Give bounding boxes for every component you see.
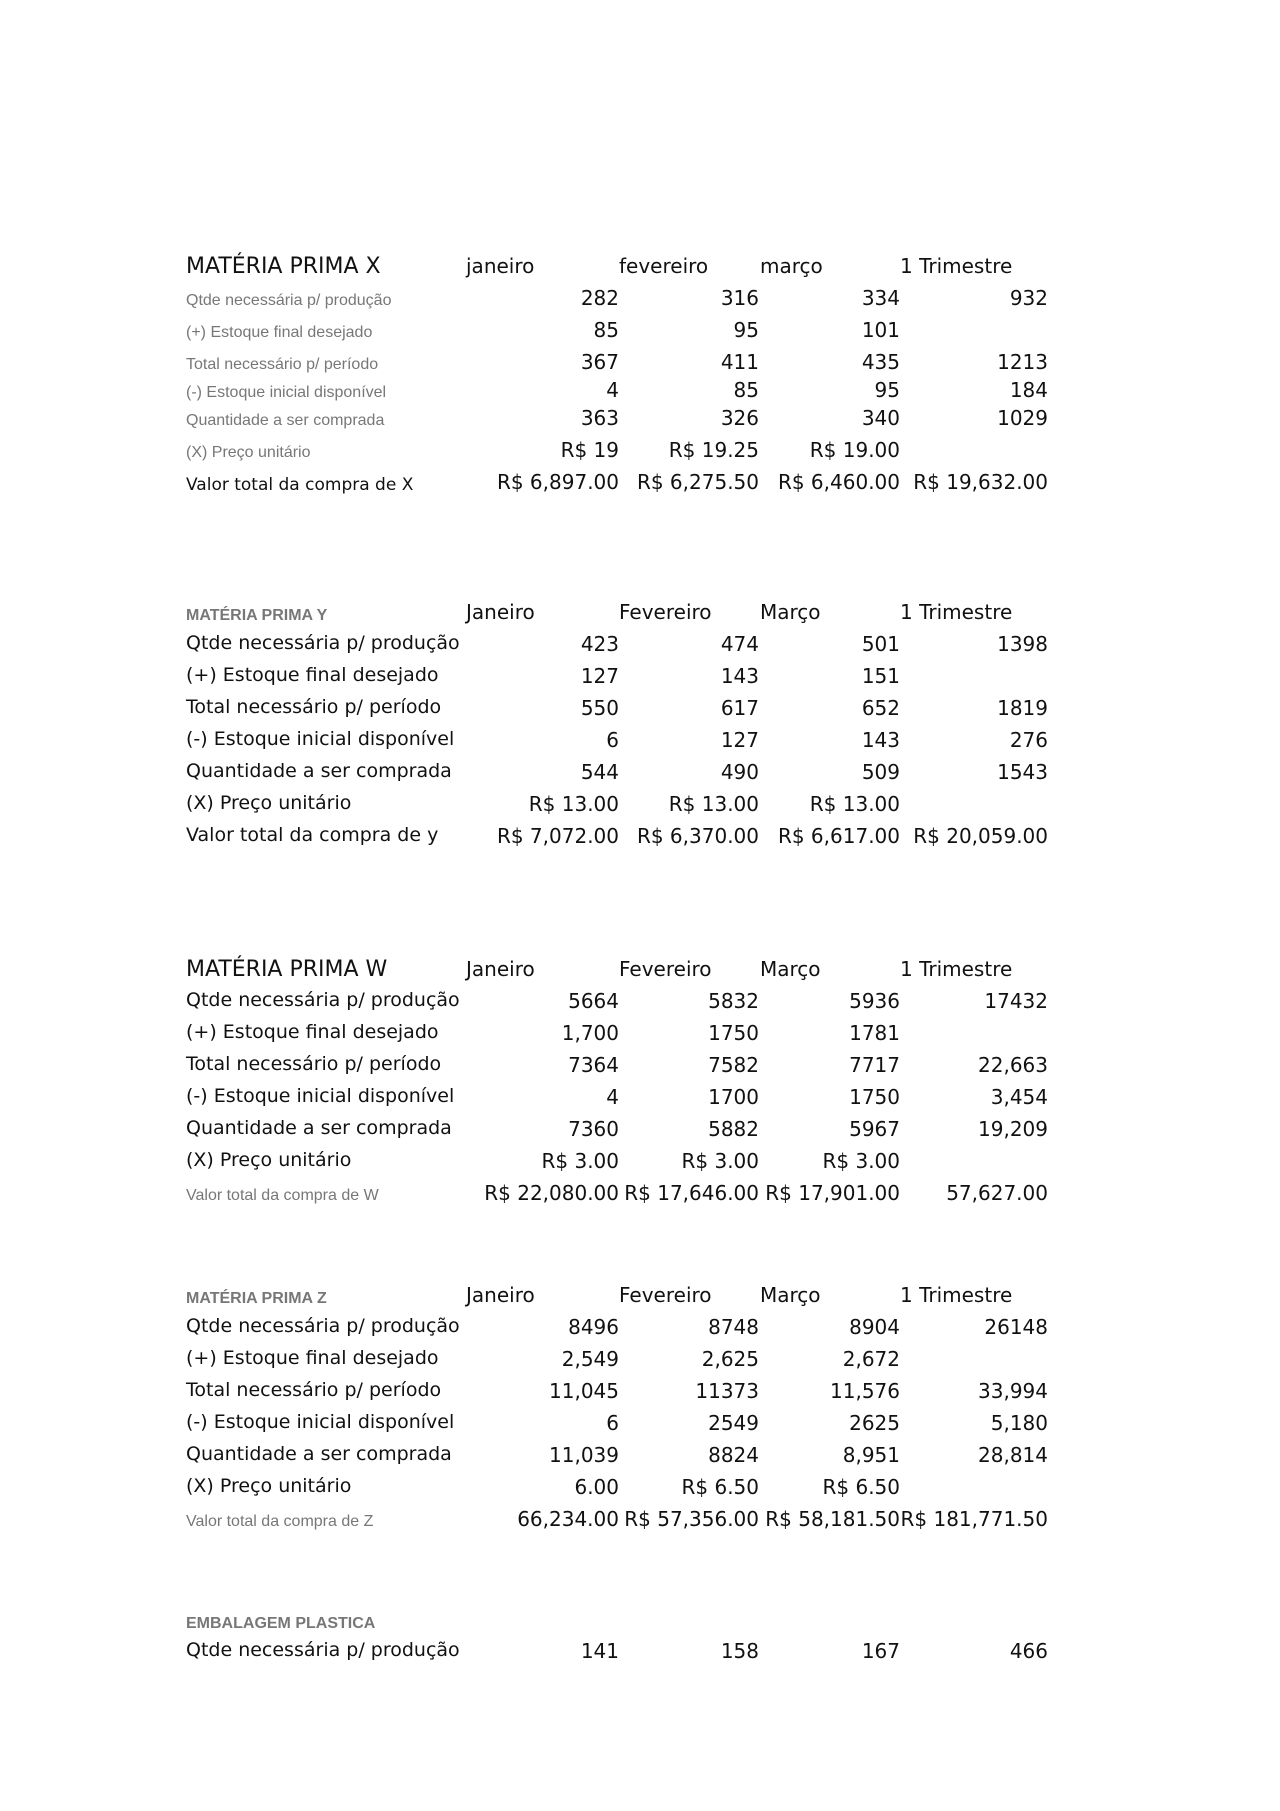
cell-marco: 8,951 [842, 1443, 900, 1467]
row-label: (-) Estoque inicial disponível [186, 1085, 455, 1107]
cell-fevereiro: 7582 [708, 1053, 759, 1077]
quarter-header: 1 Trimestre [900, 254, 1013, 278]
row-label: (+) Estoque final desejado [186, 324, 373, 341]
table-row [186, 1411, 1050, 1443]
table-row [186, 760, 1050, 792]
table-row [186, 1149, 1050, 1181]
cell-fevereiro: 5882 [708, 1117, 759, 1141]
table-row [186, 470, 1050, 502]
cell-fevereiro: 326 [720, 406, 759, 430]
cell-marco: 143 [861, 728, 900, 752]
cell-trimestre: 1213 [997, 350, 1048, 374]
row-label: Total necessário p/ períodо [186, 356, 379, 373]
row-label: (X) Preço unitário [186, 792, 352, 814]
table-row [186, 1639, 1050, 1671]
table-row [186, 406, 1050, 438]
cell-trimestre: 276 [1009, 728, 1048, 752]
cell-trimestre: 3,454 [990, 1085, 1048, 1109]
cell-fevereiro: R$ 19.25 [668, 438, 759, 462]
month-header-2: Fevereiro [619, 957, 712, 981]
row-label: (+) Estoque final desejado [186, 664, 439, 686]
cell-janeiro: 2,549 [561, 1347, 619, 1371]
cell-fevereiro: 2549 [708, 1411, 759, 1435]
row-label: Quantidade a ser comprada [186, 760, 452, 782]
header-row [186, 1283, 1050, 1315]
row-label: Qtde necessária p/ produção [186, 989, 460, 1011]
cell-janeiro: 367 [580, 350, 619, 374]
cell-fevereiro: 474 [720, 632, 759, 656]
cell-marco: 340 [861, 406, 900, 430]
month-header-2: Fevereiro [619, 600, 712, 624]
quarter-header: 1 Trimestre [900, 957, 1013, 981]
row-label: Qtde necessária p/ produção [186, 1315, 460, 1337]
table-row [186, 664, 1050, 696]
table-row [186, 696, 1050, 728]
cell-janeiro: 363 [580, 406, 619, 430]
table-row [186, 1443, 1050, 1475]
table-row [186, 728, 1050, 760]
section-embalagem-plastica [186, 1613, 1050, 1671]
month-header-1: Janeiro [466, 1283, 535, 1307]
cell-trimestre: 26148 [984, 1315, 1048, 1339]
month-header-3: março [760, 254, 823, 278]
row-label: Valor total da compra de W [186, 1187, 379, 1204]
cell-marco: 151 [861, 664, 900, 688]
cell-trimestre: 1398 [997, 632, 1048, 656]
cell-trimestre: R$ 181,771.50 [900, 1507, 1048, 1531]
cell-janeiro: 5664 [568, 989, 619, 1013]
cell-fevereiro: 85 [733, 378, 759, 402]
cell-marco: R$ 17,901.00 [765, 1181, 900, 1205]
month-header-3: Março [760, 600, 821, 624]
cell-marco: 652 [861, 696, 900, 720]
cell-trimestre: 57,627.00 [946, 1181, 1048, 1205]
section-materia-prima-w [186, 957, 1050, 1213]
table-row [186, 1347, 1050, 1379]
month-header-1: janeiro [466, 254, 535, 278]
section-title: MATÉRIA PRIMA Y [186, 607, 328, 624]
cell-fevereiro: 617 [720, 696, 759, 720]
row-label: Total necessário p/ período [186, 1053, 442, 1075]
cell-janeiro: 282 [580, 286, 619, 310]
cell-marco: 334 [861, 286, 900, 310]
cell-fevereiro: 8824 [708, 1443, 759, 1467]
month-header-1: Janeiro [466, 957, 535, 981]
cell-fevereiro: R$ 13.00 [668, 792, 759, 816]
row-label: Total necessário p/ período [186, 696, 442, 718]
cell-marco: R$ 13.00 [809, 792, 900, 816]
cell-janeiro: 423 [580, 632, 619, 656]
cell-janeiro: R$ 22,080.00 [484, 1181, 619, 1205]
cell-marco: 5936 [849, 989, 900, 1013]
cell-marco: 501 [861, 632, 900, 656]
section-materia-prima-y [186, 600, 1050, 856]
row-label: Total necessário p/ período [186, 1379, 442, 1401]
cell-marco: 1781 [849, 1021, 900, 1045]
month-header-1: Janeiro [466, 600, 535, 624]
cell-janeiro: 8496 [568, 1315, 619, 1339]
cell-fevereiro: 11373 [695, 1379, 759, 1403]
table-row [186, 1507, 1050, 1539]
cell-janeiro: 544 [580, 760, 619, 784]
cell-trimestre: 932 [1009, 286, 1048, 310]
row-label: (+) Estoque final desejado [186, 1021, 439, 1043]
cell-janeiro: 6 [606, 728, 619, 752]
cell-fevereiro: 316 [720, 286, 759, 310]
table-row [186, 1475, 1050, 1507]
cell-fevereiro: 143 [720, 664, 759, 688]
cell-janeiro: 127 [580, 664, 619, 688]
cell-marco: 101 [861, 318, 900, 342]
table-row [186, 1053, 1050, 1085]
cell-fevereiro: R$ 17,646.00 [624, 1181, 759, 1205]
quarter-header: 1 Trimestre [900, 600, 1013, 624]
cell-fevereiro: 8748 [708, 1315, 759, 1339]
cell-trimestre: 1819 [997, 696, 1048, 720]
table-row [186, 1021, 1050, 1053]
cell-marco: 8904 [849, 1315, 900, 1339]
cell-marco: R$ 3.00 [822, 1149, 900, 1173]
row-label: Qtde necessária p/ produção [186, 1639, 460, 1661]
month-header-3: Março [760, 957, 821, 981]
cell-trimestre: 1543 [997, 760, 1048, 784]
cell-janeiro: 4 [606, 1085, 619, 1109]
cell-fevereiro: 1750 [708, 1021, 759, 1045]
cell-fevereiro: 1700 [708, 1085, 759, 1109]
header-row [186, 600, 1050, 632]
cell-fevereiro: R$ 6,275.50 [636, 470, 759, 494]
cell-fevereiro: R$ 57,356.00 [624, 1507, 759, 1531]
cell-janeiro: R$ 7,072.00 [496, 824, 619, 848]
cell-janeiro: 6 [606, 1411, 619, 1435]
row-label: Quantidade a ser comprada [186, 412, 385, 429]
cell-marco: 509 [861, 760, 900, 784]
quarter-header: 1 Trimestre [900, 1283, 1013, 1307]
table-row [186, 318, 1050, 350]
cell-janeiro: 11,039 [549, 1443, 619, 1467]
row-label: Quantidade a ser comprada [186, 1443, 452, 1465]
row-label: Valor total da compra de X [186, 475, 414, 495]
table-row [186, 1181, 1050, 1213]
cell-marco: 5967 [849, 1117, 900, 1141]
cell-marco: 167 [861, 1639, 900, 1663]
row-label: Qtde necessária p/ produção [186, 292, 392, 309]
cell-trimestre: R$ 20,059.00 [913, 824, 1048, 848]
row-label: Valor total da compra de y [186, 824, 439, 846]
row-label: (X) Preço unitário [186, 1475, 352, 1497]
cell-trimestre: 1029 [997, 406, 1048, 430]
cell-trimestre: 28,814 [978, 1443, 1048, 1467]
table-row [186, 632, 1050, 664]
header-row [186, 1613, 1050, 1639]
table-row [186, 286, 1050, 318]
cell-fevereiro: 95 [733, 318, 759, 342]
cell-fevereiro: R$ 6,370.00 [636, 824, 759, 848]
section-materia-prima-x [186, 252, 1050, 502]
cell-janeiro: 66,234.00 [517, 1507, 619, 1531]
cell-marco: R$ 6,617.00 [777, 824, 900, 848]
table-row [186, 824, 1050, 856]
month-header-3: Março [760, 1283, 821, 1307]
cell-fevereiro: 5832 [708, 989, 759, 1013]
table-row [186, 438, 1050, 470]
cell-fevereiro: 411 [720, 350, 759, 374]
row-label: Valor total da compra de Z [186, 1513, 374, 1530]
cell-fevereiro: 158 [720, 1639, 759, 1663]
cell-fevereiro: 2,625 [701, 1347, 759, 1371]
section-title: MATÉRIA PRIMA X [186, 254, 381, 279]
cell-janeiro: 7364 [568, 1053, 619, 1077]
cell-fevereiro: R$ 3.00 [681, 1149, 759, 1173]
table-row [186, 1379, 1050, 1411]
row-label: (X) Preço unitário [186, 444, 311, 461]
section-materia-prima-z [186, 1283, 1050, 1539]
cell-trimestre: 184 [1009, 378, 1048, 402]
row-label: (-) Estoque inicial disponível [186, 1411, 455, 1433]
row-label: (X) Preço unitário [186, 1149, 352, 1171]
table-row [186, 1085, 1050, 1117]
cell-trimestre: R$ 19,632.00 [913, 470, 1048, 494]
table-row [186, 989, 1050, 1021]
cell-marco: 435 [861, 350, 900, 374]
cell-janeiro: 4 [606, 378, 619, 402]
row-label: (-) Estoque inicial disponível [186, 384, 387, 401]
cell-trimestre: 19,209 [978, 1117, 1048, 1141]
header-row [186, 957, 1050, 989]
cell-trimestre: 5,180 [990, 1411, 1048, 1435]
cell-marco: 7717 [849, 1053, 900, 1077]
row-label: Qtde necessária p/ produção [186, 632, 460, 654]
month-header-2: Fevereiro [619, 1283, 712, 1307]
cell-janeiro: 85 [593, 318, 619, 342]
table-row [186, 792, 1050, 824]
cell-marco: R$ 19.00 [809, 438, 900, 462]
cell-marco: R$ 58,181.50 [765, 1507, 900, 1531]
cell-marco: 2,672 [842, 1347, 900, 1371]
cell-marco: R$ 6,460.00 [777, 470, 900, 494]
cell-trimestre: 33,994 [978, 1379, 1048, 1403]
cell-trimestre: 22,663 [978, 1053, 1048, 1077]
cell-fevereiro: 490 [720, 760, 759, 784]
cell-janeiro: R$ 3.00 [541, 1149, 619, 1173]
section-title: EMBALAGEM PLASTICA [186, 1615, 376, 1632]
cell-marco: 2625 [849, 1411, 900, 1435]
row-label: (-) Estoque inicial disponível [186, 728, 455, 750]
header-row [186, 252, 1050, 286]
cell-marco: 11,576 [830, 1379, 900, 1403]
cell-janeiro: 141 [580, 1639, 619, 1663]
cell-marco: 1750 [849, 1085, 900, 1109]
cell-janeiro: R$ 13.00 [528, 792, 619, 816]
table-row [186, 1315, 1050, 1347]
section-title: MATÉRIA PRIMA W [186, 957, 388, 982]
table-row [186, 1117, 1050, 1149]
section-title: MATÉRIA PRIMA Z [186, 1290, 327, 1307]
cell-fevereiro: 127 [720, 728, 759, 752]
row-label: (+) Estoque final desejado [186, 1347, 439, 1369]
cell-janeiro: 1,700 [561, 1021, 619, 1045]
cell-trimestre: 466 [1009, 1639, 1048, 1663]
cell-janeiro: 7360 [568, 1117, 619, 1141]
cell-janeiro: 11,045 [549, 1379, 619, 1403]
cell-marco: R$ 6.50 [822, 1475, 900, 1499]
cell-janeiro: 6.00 [574, 1475, 619, 1499]
row-label: Quantidade a ser comprada [186, 1117, 452, 1139]
cell-janeiro: R$ 6,897.00 [496, 470, 619, 494]
table-row [186, 350, 1050, 378]
cell-fevereiro: R$ 6.50 [681, 1475, 759, 1499]
cell-janeiro: 550 [580, 696, 619, 720]
cell-marco: 95 [874, 378, 900, 402]
cell-trimestre: 17432 [984, 989, 1048, 1013]
cell-janeiro: R$ 19 [560, 438, 619, 462]
month-header-2: fevereiro [619, 254, 709, 278]
table-row [186, 378, 1050, 406]
